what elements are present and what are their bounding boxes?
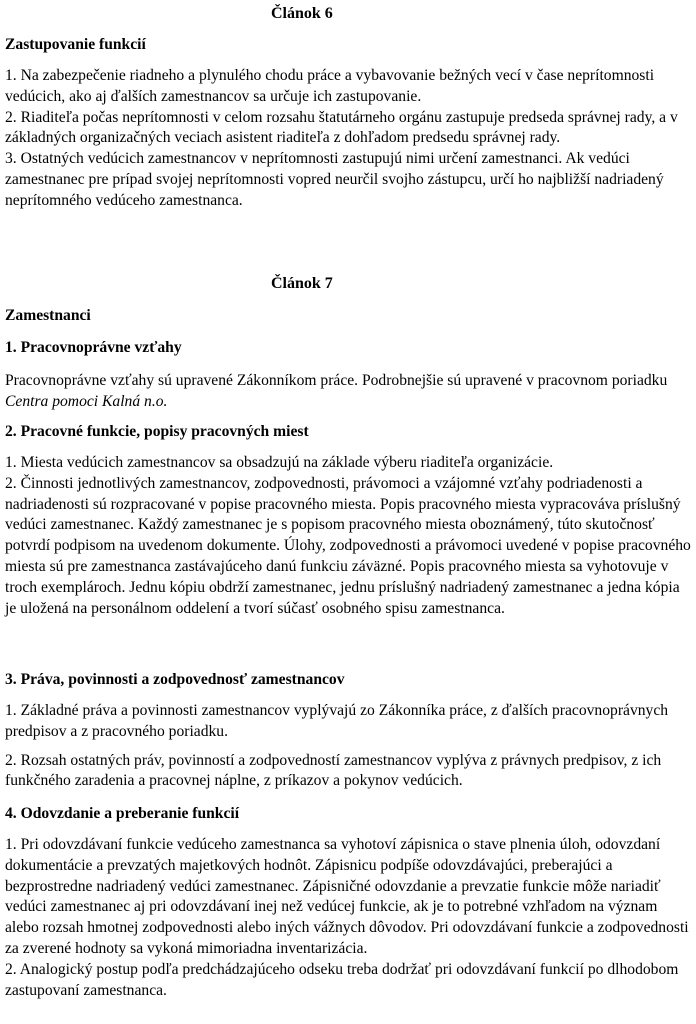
paragraph: 1. Miesta vedúcich zamestnancov sa obsadzujú na základe výberu riaditeľa organizácie. <box>5 454 554 471</box>
paragraph: 2. Riaditeľa počas neprítomnosti v celom rozsahu štatutárneho orgánu zastupuje predseda správnej rady, a v základných organizačných veciach asistent riaditeľa z dohľadom predsedu správnej rady. <box>5 108 678 147</box>
section-body <box>5 835 691 1001</box>
section-heading: 3. Práva, povinnosti a zodpovednosť zamestnancov <box>5 671 345 688</box>
section-heading: 1. Pracovnoprávne vzťahy <box>5 339 182 356</box>
section-body <box>5 371 691 413</box>
paragraph: 1. Základné práva a povinnosti zamestnancov vyplývajú zo Zákonníka práce, z ďalších pracovnoprávnych predpisov a z pracovného poriadku. <box>5 702 669 740</box>
article-6-title: Článok 6 <box>271 5 333 22</box>
organization-name: Centra pomoci Kalná n.o. <box>5 392 168 410</box>
article-6-heading: Zastupovanie funkcií <box>5 36 146 53</box>
paragraph: 2. Analogický postup podľa predchádzajúceho odseku treba dodržať pri odovzdávaní funkcií po dlhodobom zastupovaní zamestnanca. <box>5 960 679 999</box>
paragraph: 1. Pri odovzdávaní funkcie vedúceho zamestnanca sa vyhotoví zápisnica o stave plnenia úloh, odovzdaní dokumentácie a prevzatých majetkových hodnôt. Zápisnicu podpíše odovzdávajúci, preberajúci a bezprostredne nadriadený vedúci zamestnanec. Zápisničné odovzdanie a prevzatie funkcie môže nariadiť vedúci zamestnanec aj pri odovzdávaní inej než vedúcej funkcie, ak je to potrebné vzhľadom na význam alebo rozsah hmotnej zodpovednosti alebo iných vážnych dôvodov. Pri odovzdávaní funkcie a zodpovednosti za zverené hodnoty sa vykoná mimoriadna inventarizácia. <box>5 836 689 957</box>
article-6-body <box>5 66 691 212</box>
section-heading: 4. Odovzdanie a preberanie funkcií <box>5 805 240 822</box>
section-body <box>5 701 691 792</box>
paragraph: 2. Rozsah ostatných práv, povinností a zodpovedností zamestnancov vyplýva z právnych predpisov, z ich funkčného zaradenia a pracovnej náplne, z príkazov a pokynov vedúcich. <box>5 751 662 790</box>
article-7-heading: Zamestnanci <box>5 307 91 324</box>
text: Pracovnoprávne vzťahy sú upravené Zákonníkom práce. Podrobnejšie sú upravené v pracovnom poriadku <box>5 372 668 389</box>
section-heading: 2. Pracovné funkcie, popisy pracovných miest <box>5 423 309 440</box>
paragraph: 3. Ostatných vedúcich zamestnancov v neprítomnosti zastupujú nimi určení zamestnanci. Ak vedúci zamestnanec pre prípad svojej neprítomnosti vopred neurčil svojho zástupcu, určí ho najbližší nadriadený neprítomného vedúceho zamestnanca. <box>5 150 664 209</box>
paragraph: 1. Na zabezpečenie riadneho a plynulého chodu práce a vybavovanie bežných vecí v čase neprítomnosti vedúcich, ako aj ďalších zamestnancov sa určuje ich zastupovanie. <box>5 67 655 105</box>
paragraph: 2. Činnosti jednotlivých zamestnancov, zodpovednosti, právomoci a vzájomné vzťahy podriadenosti a nadriadenosti sú rozpracované v popise pracovného miesta. Popis pracovného miesta vypracováva príslušný vedúci zamestnanec. Každý zamestnanec je s popisom pracovného miesta oboznámený, túto skutočnosť potvrdí podpisom na uvedenom dokumente. Úlohy, zodpovednosti a právomoci uvedené v popise pracovného miesta sú pre zamestnanca zastávajúceho danú funkciu záväzné. Popis pracovného miesta sa vyhotovuje v troch exemplároch. Jednu kópiu obdrží zamestnanec, jednu príslušný nadriadený zamestnanec a jedna kópia je uložená na personálnom oddelení a tvorí súčasť osobného spisu zamestnanca. <box>5 474 691 617</box>
article-7-title: Článok 7 <box>271 275 333 292</box>
paragraph <box>5 371 691 413</box>
section-body <box>5 453 691 619</box>
